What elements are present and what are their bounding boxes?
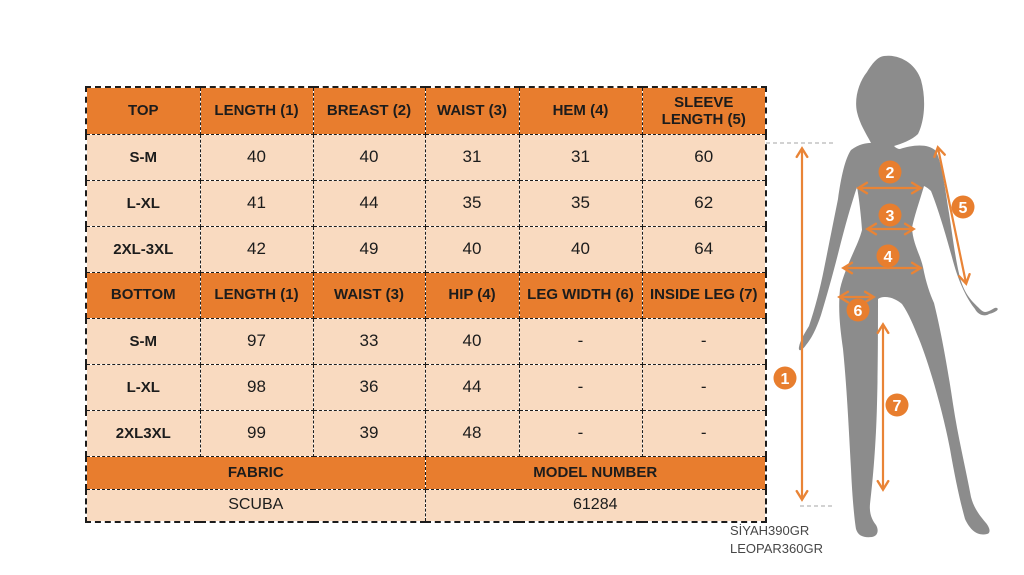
bottom-header-cell: HIP (4) — [425, 272, 519, 318]
measurement-value: - — [519, 318, 642, 364]
top-header-cell: WAIST (3) — [425, 87, 519, 134]
top-header-cell: SLEEVE LENGTH (5) — [642, 87, 766, 134]
bottom-header-cell: LENGTH (1) — [200, 272, 313, 318]
marker-number-4: 4 — [883, 249, 893, 266]
top-size-row — [86, 134, 766, 180]
size-chart-table — [85, 86, 767, 523]
measurement-value: 35 — [519, 180, 642, 226]
measurement-value: 41 — [200, 180, 313, 226]
top-size-row — [86, 180, 766, 226]
size-label: 2XL3XL — [86, 410, 200, 456]
measurement-value: - — [642, 364, 766, 410]
top-header-cell: TOP — [86, 87, 200, 134]
product-code-line: LEOPAR360GR — [730, 541, 823, 557]
measurement-value: 44 — [425, 364, 519, 410]
footer-value-row — [86, 489, 766, 522]
measurement-value: 64 — [642, 226, 766, 272]
measurement-value: 99 — [200, 410, 313, 456]
measurement-value: 62 — [642, 180, 766, 226]
measurement-value: - — [519, 410, 642, 456]
bottom-size-row — [86, 364, 766, 410]
measurement-value: - — [642, 318, 766, 364]
size-label: L-XL — [86, 180, 200, 226]
bottom-size-row — [86, 318, 766, 364]
body-measurement-diagram — [760, 40, 1024, 575]
model-number-value: 61284 — [425, 489, 766, 522]
measurement-value: 42 — [200, 226, 313, 272]
marker-number-3: 3 — [885, 208, 895, 225]
measurement-value: 40 — [519, 226, 642, 272]
footer-label-row — [86, 456, 766, 489]
measurement-value: 49 — [313, 226, 425, 272]
bottom-header-cell: LEG WIDTH (6) — [519, 272, 642, 318]
fabric-label: FABRIC — [86, 456, 425, 489]
bottom-header-cell: WAIST (3) — [313, 272, 425, 318]
bottom-header-row — [86, 272, 766, 318]
measurement-value: 48 — [425, 410, 519, 456]
model-number-label: MODEL NUMBER — [425, 456, 766, 489]
measurement-value: 31 — [519, 134, 642, 180]
size-label: 2XL-3XL — [86, 226, 200, 272]
bottom-size-row — [86, 410, 766, 456]
marker-number-2: 2 — [885, 165, 895, 182]
bottom-header-cell: BOTTOM — [86, 272, 200, 318]
measurement-value: - — [519, 364, 642, 410]
top-size-row — [86, 226, 766, 272]
measurement-value: 36 — [313, 364, 425, 410]
measurement-value: 33 — [313, 318, 425, 364]
measurement-value: 60 — [642, 134, 766, 180]
marker-number-7: 7 — [892, 398, 902, 415]
measurement-value: 44 — [313, 180, 425, 226]
size-label: S-M — [86, 318, 200, 364]
product-code-line: SİYAH390GR — [730, 523, 810, 538]
fabric-value: SCUBA — [86, 489, 425, 522]
measurement-value: 97 — [200, 318, 313, 364]
marker-number-6: 6 — [853, 303, 863, 320]
top-header-cell: HEM (4) — [519, 87, 642, 134]
bottom-header-cell: INSIDE LEG (7) — [642, 272, 766, 318]
measurement-value: 98 — [200, 364, 313, 410]
female-silhouette — [799, 56, 998, 537]
marker-number-1: 1 — [780, 371, 790, 388]
measurement-value: 40 — [200, 134, 313, 180]
measurement-value: - — [642, 410, 766, 456]
top-header-cell: LENGTH (1) — [200, 87, 313, 134]
top-header-cell: BREAST (2) — [313, 87, 425, 134]
size-label: L-XL — [86, 364, 200, 410]
marker-number-5: 5 — [958, 200, 968, 217]
size-label: S-M — [86, 134, 200, 180]
product-code-caption — [730, 522, 823, 558]
measurement-value: 35 — [425, 180, 519, 226]
measurement-value: 39 — [313, 410, 425, 456]
measurement-value: 40 — [425, 318, 519, 364]
measurement-value: 40 — [313, 134, 425, 180]
measurement-value: 31 — [425, 134, 519, 180]
top-header-row — [86, 87, 766, 134]
measurement-value: 40 — [425, 226, 519, 272]
